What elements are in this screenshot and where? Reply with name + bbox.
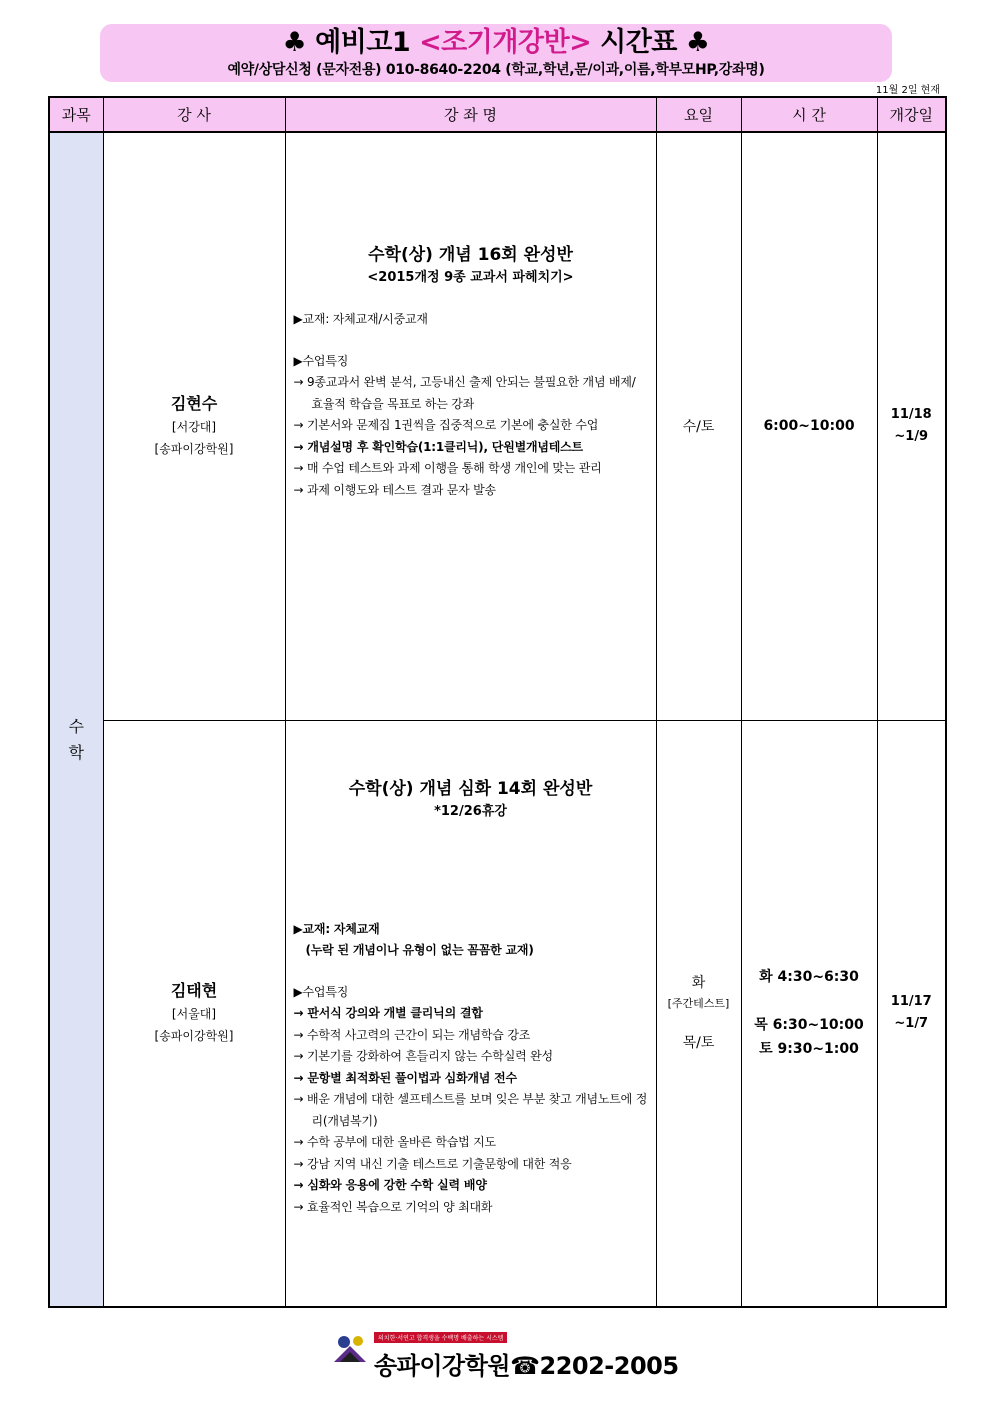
course-subtitle: <2015개정 9종 교과서 파헤치기> bbox=[367, 270, 574, 285]
start-cell bbox=[877, 132, 946, 720]
col-header-days: 요일 bbox=[656, 97, 741, 132]
footer bbox=[330, 1328, 679, 1380]
instructor-name: 김태현 bbox=[170, 981, 218, 1001]
start-cell bbox=[877, 720, 946, 1307]
material-label: ▶교재: 자체교재/시중교재 bbox=[293, 312, 428, 326]
table-row bbox=[49, 132, 946, 720]
feature-item: → 배운 개념에 대한 셀프테스트를 보며 잊은 부분 찾고 개념노트에 정리(개념복기) bbox=[293, 1092, 648, 1128]
course-title: 수학(상) 개념 심화 14회 완성반 bbox=[348, 778, 593, 799]
course-title: 수학(상) 개념 16회 완성반 bbox=[368, 245, 573, 265]
feature-item: → 심화와 응용에 강한 수학 실력 배양 bbox=[293, 1178, 487, 1192]
course-cell bbox=[285, 132, 656, 720]
table-row bbox=[49, 720, 946, 1307]
features-label: ▶수업특징 bbox=[293, 984, 349, 999]
instructor-name: 김현수 bbox=[170, 394, 218, 414]
feature-item: → 매 수업 테스트와 과제 이행을 통해 학생 개인에 맞는 관리 bbox=[293, 461, 602, 475]
col-header-time: 시 간 bbox=[741, 97, 877, 132]
instructor-school: [서울대] bbox=[171, 1007, 217, 1022]
feature-item: → 개념설명 후 확인학습(1:1클리닉), 단원별개념테스트 bbox=[293, 439, 583, 454]
time-value: 화 4:30~6:30 bbox=[759, 969, 859, 986]
days-cell bbox=[656, 720, 741, 1307]
col-header-course: 강 좌 명 bbox=[285, 97, 656, 132]
course-subtitle: *12/26휴강 bbox=[434, 803, 507, 819]
title-accent: <조기개강반> bbox=[419, 27, 592, 58]
material-label: ▶교재: 자체교재 bbox=[293, 921, 380, 936]
feature-item: → 강남 지역 내신 기출 테스트로 기출문항에 대한 적응 bbox=[293, 1156, 572, 1171]
start-date: 11/17 ~1/7 bbox=[890, 994, 932, 1032]
phone-number: ☎2202-2005 bbox=[510, 1352, 679, 1380]
title-banner bbox=[100, 24, 892, 82]
club-icon: ♣ bbox=[685, 27, 710, 58]
col-header-instructor: 강 사 bbox=[103, 97, 285, 132]
days-note: [주간테스트] bbox=[667, 997, 730, 1011]
feature-item: → 과제 이행도와 테스트 결과 문자 발송 bbox=[293, 482, 496, 497]
time-value: 6:00~10:00 bbox=[763, 418, 855, 435]
days-value: 수/토 bbox=[682, 419, 715, 436]
col-header-subject: 과목 bbox=[49, 97, 103, 132]
start-date: 11/18 ~1/9 bbox=[890, 407, 932, 445]
footer-brand bbox=[374, 1346, 679, 1381]
feature-item: → 효율적인 복습으로 기억의 양 최대화 bbox=[293, 1199, 493, 1214]
subject-cell bbox=[49, 132, 103, 1307]
subject-label: 수 학 bbox=[68, 716, 84, 762]
table-header-row bbox=[49, 97, 946, 132]
as-of-date: 11월 2일 현재 bbox=[875, 85, 940, 96]
instructor-academy: [송파이강학원] bbox=[154, 442, 234, 457]
time-cell bbox=[741, 720, 877, 1307]
club-icon: ♣ bbox=[282, 27, 307, 58]
feature-item: → 기본서와 문제집 1권씩을 집중적으로 기본에 충실한 수업 bbox=[293, 418, 599, 432]
instructor-school: [서강대] bbox=[171, 420, 217, 435]
instructor-academy: [송파이강학원] bbox=[154, 1029, 234, 1044]
features-label: ▶수업특징 bbox=[293, 353, 349, 368]
feature-item: → 9종교과서 완벽 분석, 고등내신 출제 안되는 불필요한 개념 배제/ 효율적 학습을 목표로 하는 강좌 bbox=[293, 375, 636, 411]
time-cell bbox=[741, 132, 877, 720]
schedule-table bbox=[48, 96, 947, 1308]
days-value: 목/토 bbox=[682, 1035, 715, 1052]
col-header-start: 개강일 bbox=[877, 97, 946, 132]
page-title bbox=[100, 25, 892, 61]
time-value: 토 9:30~1:00 bbox=[759, 1041, 859, 1058]
days-cell bbox=[656, 132, 741, 720]
brand-name: 송파이강학원 bbox=[374, 1352, 511, 1380]
days-value: 화 bbox=[691, 975, 706, 992]
feature-item: → 수학 공부에 대한 올바른 학습법 지도 bbox=[293, 1135, 496, 1149]
academy-logo-icon bbox=[330, 1332, 370, 1372]
feature-item: → 기본기를 강화하여 흔들리지 않는 수학실력 완성 bbox=[293, 1049, 553, 1063]
time-value: 목 6:30~10:00 bbox=[754, 1017, 864, 1034]
instructor-cell bbox=[103, 132, 285, 720]
feature-item: → 판서식 강의와 개별 클리닉의 결합 bbox=[293, 1006, 483, 1020]
material-note: (누락 된 개념이나 유형이 없는 꼼꼼한 교재) bbox=[305, 943, 534, 957]
feature-item: → 문항별 최적화된 풀이법과 심화개념 전수 bbox=[293, 1070, 517, 1085]
title-suffix: 시간표 bbox=[591, 27, 677, 58]
footer-slogan: 의치한·서연고 합격생을 수백명 배출하는 시스템 bbox=[374, 1332, 507, 1343]
contact-line: 예약/상담신청 (문자전용) 010-8640-2204 (학교,학년,문/이과,이름,학부모HP,강좌명) bbox=[227, 62, 765, 78]
instructor-cell bbox=[103, 720, 285, 1307]
course-cell bbox=[285, 720, 656, 1307]
feature-item: → 수학적 사고력의 근간이 되는 개념학습 강조 bbox=[293, 1027, 531, 1042]
title-prefix: 예비고1 bbox=[315, 27, 420, 58]
